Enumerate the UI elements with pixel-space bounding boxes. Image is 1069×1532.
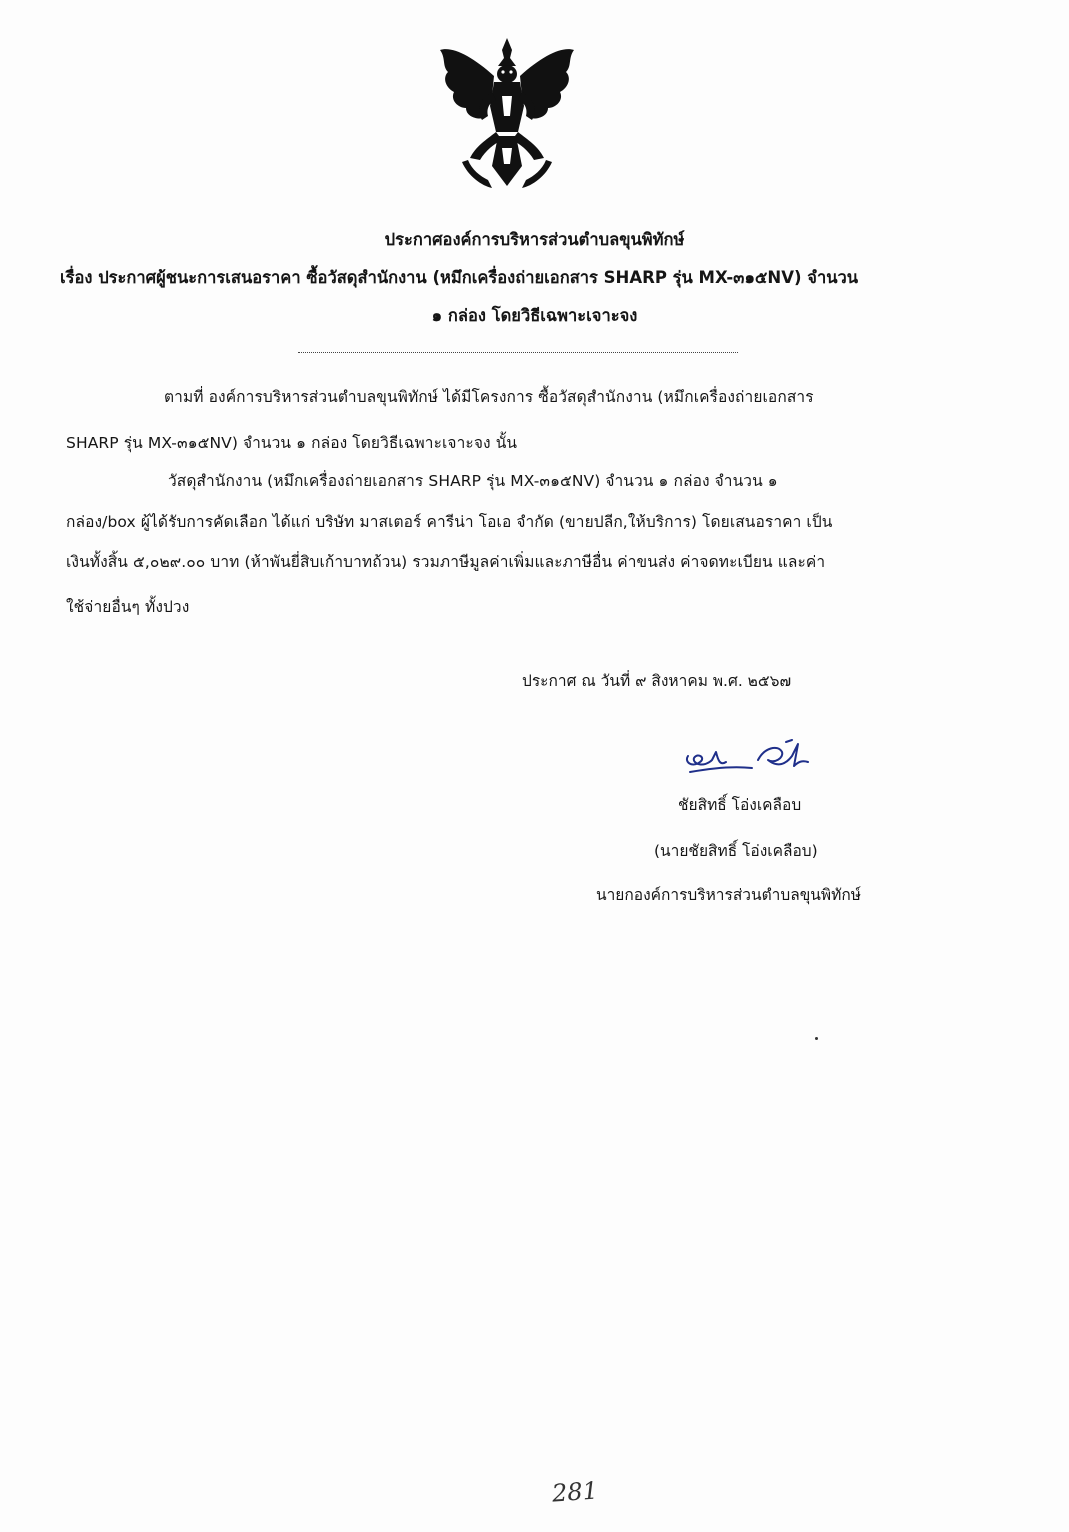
announcement-title: ประกาศองค์การบริหารส่วนตำบลขุนพิทักษ์ [384,230,685,249]
signatory-position: นายกองค์การบริหารส่วนตำบลขุนพิทักษ์ [596,886,861,904]
announcement-date: ประกาศ ณ วันที่ ๙ สิงหาคม พ.ศ. ๒๕๖๗ [522,672,792,690]
body-line-5: เงินทั้งสิ้น ๕,๐๒๙.๐๐ บาท (ห้าพันยี่สิบเก้าบาทถ้วน) รวมภาษีมูลค่าเพิ่มและภาษีอื่น ค่าขนส่ง ค่าจดทะเบียน และค่า [66,553,826,571]
handwritten-signature-icon [682,738,814,784]
handwritten-page-number: 281 [551,1476,599,1508]
body-line-3: วัสดุสำนักงาน (หมึกเครื่องถ่ายเอกสาร SHARP รุ่น MX-๓๑๕NV) จำนวน ๑ กล่อง จำนวน ๑ [168,472,778,490]
speck [815,1037,818,1040]
signatory-name: ชัยสิทธิ์ โอ่งเคลือบ [678,796,802,814]
signatory-full-name: (นายชัยสิทธิ์ โอ่งเคลือบ) [654,842,818,860]
garuda-emblem-icon [432,36,582,196]
announcement-subject-line1: เรื่อง ประกาศผู้ชนะการเสนอราคา ซื้อวัสดุสำนักงาน (หมึกเครื่องถ่ายเอกสาร SHARP รุ่น MX-๓๑๕NV) จำนวน [60,268,859,287]
divider [298,352,738,353]
body-line-4: กล่อง/box ผู้ได้รับการคัดเลือก ได้แก่ บริษัท มาสเตอร์ คารีน่า โอเอ จำกัด (ขายปลีก,ให้บริการ) โดยเสนอราคา เป็น [66,513,833,531]
body-line-2: SHARP รุ่น MX-๓๑๕NV) จำนวน ๑ กล่อง โดยวิธีเฉพาะเจาะจง นั้น [66,434,518,452]
announcement-subject-line2: ๑ กล่อง โดยวิธีเฉพาะเจาะจง [431,306,638,325]
body-line-1: ตามที่ องค์การบริหารส่วนตำบลขุนพิทักษ์ ได้มีโครงการ ซื้อวัสดุสำนักงาน (หมึกเครื่องถ่ายเอกสาร [164,388,814,406]
body-line-6: ใช้จ่ายอื่นๆ ทั้งปวง [66,598,190,616]
